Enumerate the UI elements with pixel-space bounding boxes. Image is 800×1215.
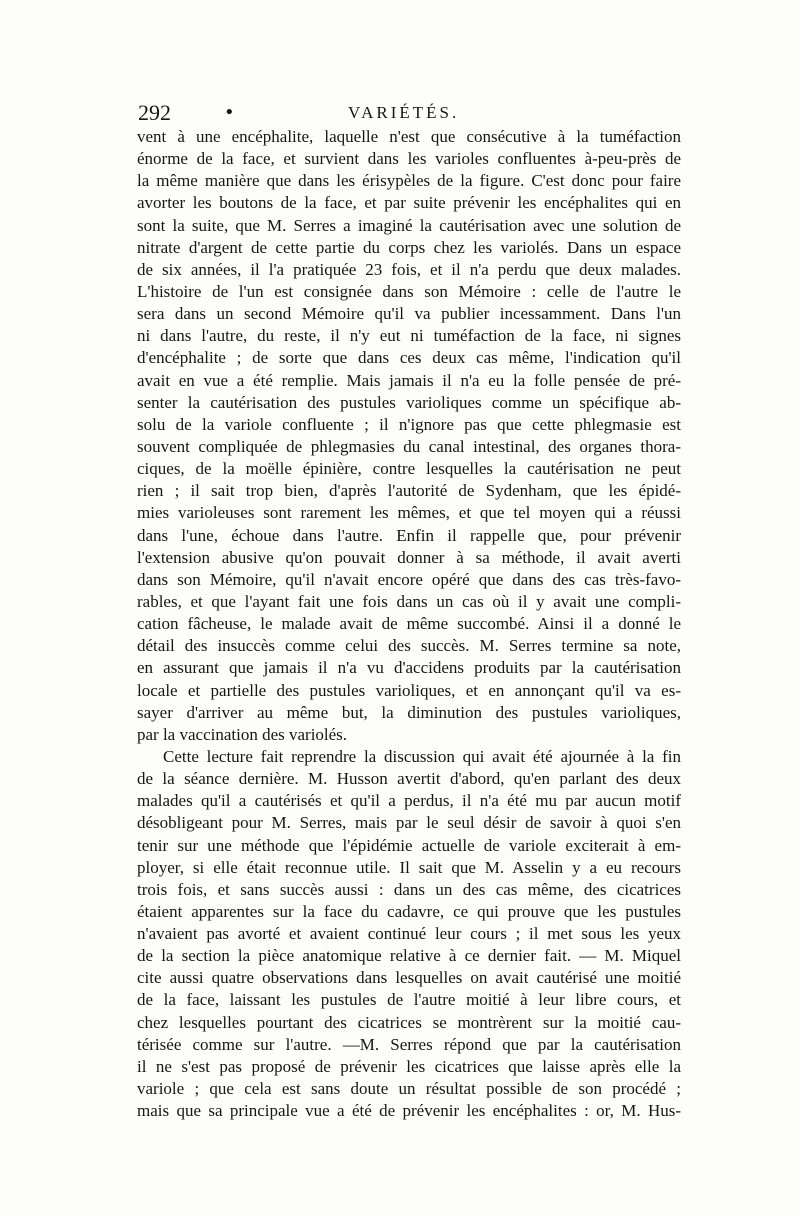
text-line: avorter les boutons de la face, et par suite prévenir les encéphalites qui en [137, 193, 681, 213]
text-line: nitrate d'argent de cette partie du corps chez les variolés. Dans un espace [137, 237, 681, 257]
text-line: étaient apparentes sur la face du cadavre, ce qui prouve que les pustules [137, 901, 681, 921]
text-line: dans son Mémoire, qu'il n'avait encore opéré que dans des cas très-favo- [137, 569, 681, 589]
text-line: cation fâcheuse, le malade avait de même succombé. Ainsi il a donné le [137, 614, 681, 634]
text-line: de la face, laissant les pustules de l'autre moitié à leur libre cours, et [137, 990, 681, 1010]
text-line: de la séance dernière. M. Husson avertit d'abord, qu'en parlant des deux [137, 769, 681, 789]
text-line: de la section la pièce anatomique relative à ce dernier fait. — M. Miquel [137, 946, 681, 966]
text-line: vent à une encéphalite, laquelle n'est que consécutive à la tuméfaction [137, 127, 681, 146]
text-line: trois fois, et sans succès aussi : dans un des cas même, des cicatrices [137, 879, 681, 899]
text-line: térisée comme sur l'autre. —M. Serres répond que par la cautérisation [137, 1034, 681, 1054]
text-line: cite aussi quatre observations dans lesquelles on avait cautérisé une moitié [137, 968, 681, 988]
page-number: 292 [138, 100, 171, 125]
text-line: locale et partielle des pustules varioliques, et en annonçant qu'il va es- [137, 680, 681, 700]
text-line: détail des insuccès comme celui des succès. M. Serres termine sa note, [137, 636, 681, 656]
text-line: ni dans l'autre, du reste, il n'y eut ni tuméfaction de la face, ni signes [137, 326, 681, 346]
text-line: ployer, si elle était reconnue utile. Il sait que M. Asselin y a eu recours [137, 857, 681, 877]
text-line: tenir sur une méthode que l'épidémie actuelle de variole exciterait à em- [137, 835, 681, 855]
text-line: rables, et que l'ayant fait une fois dans un cas où il y avait une compli- [137, 591, 681, 611]
text-line: senter la cautérisation des pustules varioliques comme un spécifique ab- [137, 392, 681, 412]
text-line: mais que sa principale vue a été de prévenir les encéphalites : or, M. Hus- [137, 1101, 681, 1121]
text-line: mies varioleuses sont rarement les mêmes, et que tel moyen qui a réussi [137, 503, 681, 523]
body-text [137, 126, 681, 1122]
text-line: n'avaient pas avorté et avaient continué leur cours ; il met sous les yeux [137, 924, 681, 944]
text-line: chez lesquelles pourtant des cicatrices se montrèrent sur la moitié cau- [137, 1012, 681, 1032]
text-line: la même manière que dans les érisypèles de la figure. C'est donc pour faire [137, 171, 681, 191]
text-line: solu de la variole confluente ; il n'ignore pas que cette phlegmasie est [137, 414, 681, 434]
paragraph-last-line: par la vaccination des variolés. [137, 724, 348, 744]
text-line: l'extension abusive qu'on pouvait donner à sa méthode, il avait averti [137, 547, 681, 567]
running-head: VARIÉTÉS. [348, 103, 460, 122]
text-line: d'encéphalite ; de sorte que dans ces deux cas même, l'indication qu'il [137, 348, 681, 368]
text-line: souvent compliquée de phlegmasies du canal intestinal, des organes thora- [137, 436, 681, 456]
text-line: dans l'une, échoue dans l'autre. Enfin il rappelle que, pour prévenir [137, 525, 681, 545]
text-line: sont la suite, que M. Serres a imaginé la cautérisation avec une solution de [137, 215, 681, 235]
text-line: désobligeant pour M. Serres, mais par le seul désir de savoir à quoi s'en [137, 813, 681, 833]
text-line: en assurant que jamais il n'a vu d'accidens produits par la cautérisation [137, 658, 681, 678]
text-line: rien ; il sait trop bien, d'après l'autorité de Sydenham, que les épidé- [137, 481, 681, 501]
text-line: avait en vue a été remplie. Mais jamais il n'a eu la folle pensée de pré- [137, 370, 681, 390]
text-line: énorme de la face, et survient dans les varioles confluentes à-peu-près de [137, 149, 681, 169]
text-line: il ne s'est pas proposé de prévenir les cicatrices que laisse après elle la [137, 1056, 681, 1076]
text-line: malades qu'il a cautérisés et qu'il a perdus, il n'a été mu par aucun motif [137, 791, 681, 811]
text-line: sera dans un second Mémoire qu'il va publier incessamment. Dans l'un [137, 304, 681, 324]
text-line: de six années, il l'a pratiquée 23 fois, et il n'a perdu que deux malades. [137, 259, 681, 279]
paragraph-first-line: Cette lecture fait reprendre la discussion qui avait été ajournée à la fin [163, 746, 681, 766]
text-line: variole ; que cela est sans doute un résultat possible de son procédé ; [137, 1079, 681, 1099]
text-line: sayer d'arriver au même but, la diminution des pustules varioliques, [137, 702, 681, 722]
text-line: L'histoire de l'un est consignée dans son Mémoire : celle de l'autre le [137, 281, 681, 301]
text-line: ciques, de la moëlle épinière, contre lesquelles la cautérisation ne peut [137, 459, 681, 479]
header-ornament: • [224, 102, 235, 123]
